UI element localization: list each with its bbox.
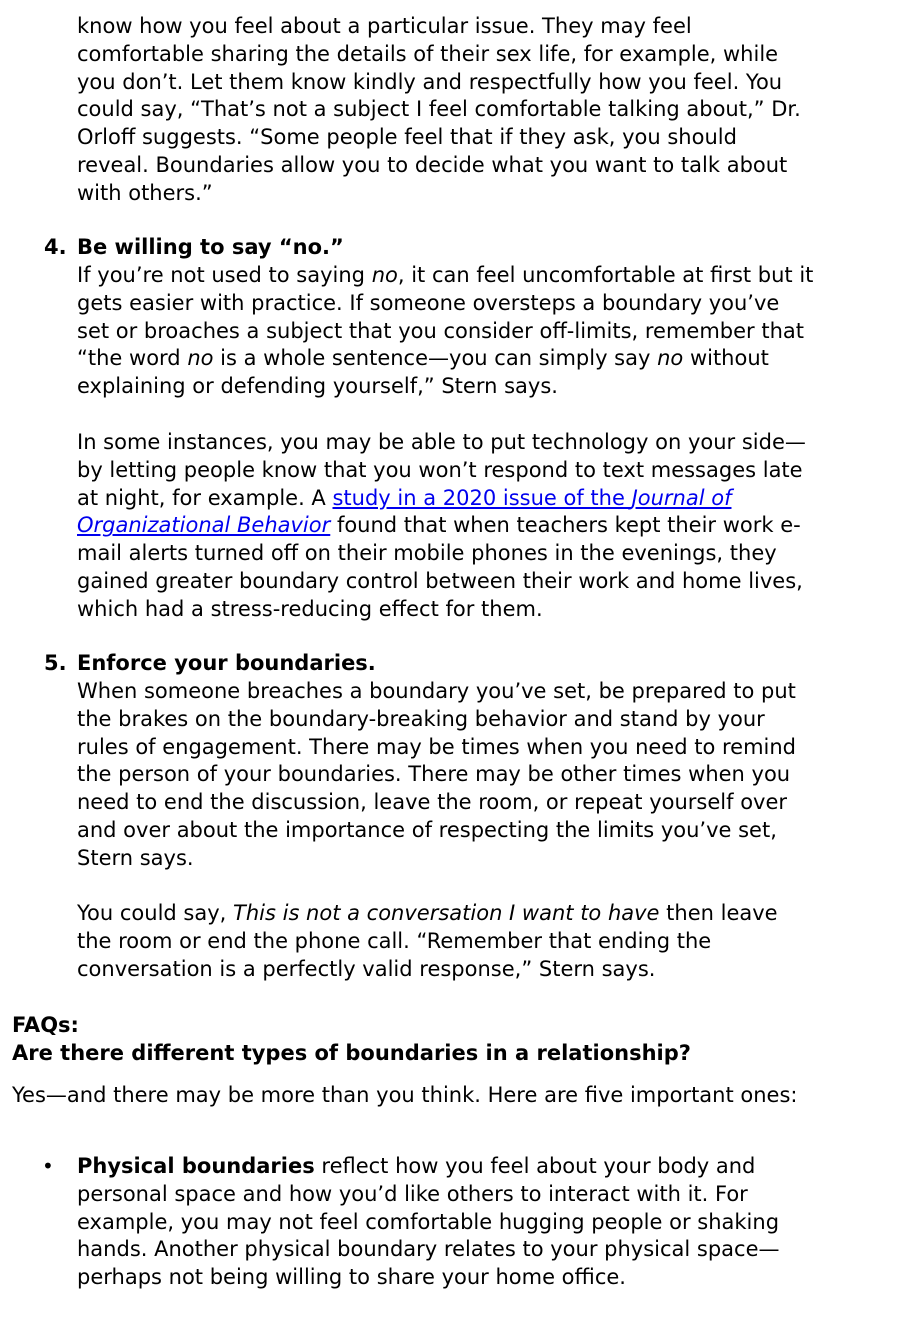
text-line: rules of engagement. There may be times when you need to remind (77, 734, 797, 759)
bullet-marker: • (42, 1154, 54, 1178)
text-line: mail alerts turned off on their mobile phones in the evenings, they (77, 541, 777, 566)
text-line: personal space and how you’d like others to interact with it. For (77, 1181, 748, 1206)
text-line: When someone breaches a boundary you’ve set, be prepared to put (77, 679, 796, 703)
text-line: “the word no is a whole sentence—you can simply say no without (77, 346, 769, 371)
text-line: the brakes on the boundary-breaking behavior and stand by your (77, 706, 765, 731)
intro-paragraph (77, 13, 877, 208)
study-link[interactable]: study in a 2020 issue of the Journal of (332, 485, 732, 510)
bullet-physical-boundaries (77, 1153, 877, 1292)
text-line: gets easier with practice. If someone oversteps a boundary you’ve (77, 290, 780, 315)
text-line: set or broaches a subject that you consider off-limits, remember that (77, 318, 805, 343)
item5-heading: Enforce your boundaries. (77, 651, 376, 675)
study-link-continued[interactable]: Organizational Behavior (77, 513, 331, 538)
text-line: need to end the discussion, leave the room, or repeat yourself over (77, 790, 788, 815)
faq-question: Are there different types of boundaries in a relationship? (12, 1041, 691, 1065)
text-line: You could say, This is not a conversation I want to have then leave (77, 901, 778, 925)
item4-paragraph-1 (77, 262, 877, 401)
text-line: Organizational Behavior found that when teachers kept their work e- (77, 513, 801, 538)
faq-label: FAQs: (12, 1013, 79, 1037)
text-line: know how you feel about a particular issue. They may feel (77, 14, 692, 38)
text-line: explaining or defending yourself,” Stern says. (77, 374, 558, 399)
list-number-4: 4. (44, 235, 67, 259)
text-line: could say, “That’s not a subject I feel comfortable talking about,” Dr. (77, 97, 801, 122)
text-line: the person of your boundaries. There may be other times when you (77, 762, 791, 787)
item5-paragraph-1 (77, 678, 877, 873)
text-line: Stern says. (77, 845, 194, 870)
text-line: Orloff suggests. “Some people feel that if they ask, you should (77, 125, 737, 150)
list-number-5: 5. (44, 651, 67, 675)
text-line: reveal. Boundaries allow you to decide what you want to talk about (77, 152, 788, 177)
item4-heading: Be willing to say “no.” (77, 235, 344, 259)
text-line: gained greater boundary control between their work and home lives, (77, 568, 803, 593)
text-line: Physical boundaries reflect how you feel about your body and (77, 1154, 756, 1178)
text-line: comfortable sharing the details of their sex life, for example, while (77, 41, 779, 66)
item4-paragraph-2 (77, 429, 877, 624)
text-line: with others.” (77, 180, 213, 205)
text-line: the room or end the phone call. “Remember that ending the (77, 928, 712, 953)
text-line: which had a stress-reducing effect for them. (77, 596, 543, 621)
text-line: conversation is a perfectly valid response,” Stern says. (77, 956, 656, 981)
text-line: and over about the importance of respecting the limits you’ve set, (77, 817, 777, 842)
text-line: at night, for example. A study in a 2020 issue of the Journal of (77, 485, 732, 510)
text-line: you don’t. Let them know kindly and respectfully how you feel. You (77, 69, 783, 94)
text-line: If you’re not used to saying no, it can feel uncomfortable at first but it (77, 263, 814, 287)
text-line: by letting people know that you won’t respond to text messages late (77, 457, 803, 482)
faq-answer: Yes—and there may be more than you think. Here are five important ones: (12, 1083, 798, 1107)
item5-paragraph-2 (77, 900, 877, 983)
text-line: In some instances, you may be able to put technology on your side— (77, 430, 806, 454)
text-line: perhaps not being willing to share your home office. (77, 1265, 626, 1290)
text-line: example, you may not feel comfortable hugging people or shaking (77, 1209, 780, 1234)
text-line: hands. Another physical boundary relates to your physical space— (77, 1237, 780, 1262)
